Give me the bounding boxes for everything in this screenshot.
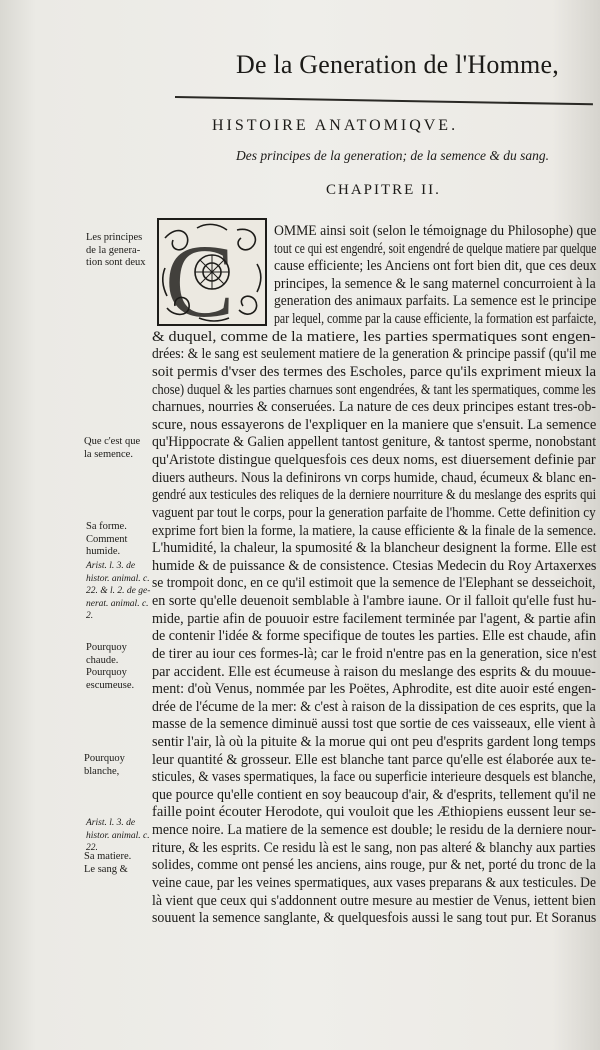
body-line: mence noire. La matiere de la semence est double; le residu de la derniere nour-: [152, 822, 597, 839]
ornamental-initial: [157, 218, 267, 326]
margin-note-line: blanche,: [84, 765, 120, 777]
margin-note: [86, 642, 156, 692]
body-line: cause efficiente; les Anciens ont fort bien dit, que ces deux: [274, 258, 597, 275]
margin-note-line: Sa forme.: [86, 521, 127, 532]
margin-note-line: Comment: [86, 533, 128, 545]
body-line: exprime fort bien la forme, la matiere, la cause efficiente & la finale de la semence.: [152, 522, 597, 539]
margin-note-line: Pourquoy: [84, 753, 125, 764]
body-line: mide, partie afin de pouuoir estre facilement terminée par l'agent, & partie afin: [152, 610, 596, 627]
body-line: par accident. Elle est écumeuse à raison du meslange des esprits & du mouue-: [152, 663, 596, 680]
body-line: charnues, nourries & conseruées. La nature de ces deux principes estant tres-ob-: [152, 399, 597, 416]
margin-note-line: 22. & l. 2. de ge-: [86, 586, 151, 596]
running-title: De la Generation de l'Homme,: [236, 50, 559, 79]
body-line: de contenir l'idée & forme specifique de toutes les parties. Elle est chaude, afin: [152, 628, 597, 645]
margin-note-line: histor. animal. c.: [86, 573, 150, 584]
body-line: principes, la semence & le sang maternel concurroient à la: [274, 275, 596, 292]
margin-note: [84, 436, 154, 461]
margin-note-line: la semence.: [84, 448, 133, 460]
margin-note-line: Arist. l. 3. de: [86, 818, 136, 828]
body-line: solides, comme ont pensé les anciens, ains rouge, pur & net, porté du tronc de la: [152, 857, 596, 874]
drop-cap-letter: C: [165, 224, 235, 326]
margin-note-line: nerat. animal. c.: [86, 598, 149, 609]
body-line: que pource qu'elle contient en soy beaucoup d'air, & d'esprits, tellement qu'il ne: [152, 786, 596, 803]
body-line: veine caue, par les veines spermatiques, aux vases preparans & aux testicules. De: [152, 874, 597, 891]
body-line: chose) duquel & les parties charnues sont engendrées, & tant les spermatiques, comme les: [152, 381, 596, 398]
margin-note-line: Les principes: [86, 232, 143, 243]
margin-note-line: escumeuse.: [86, 679, 135, 691]
body-line: L'humidité, la chaleur, la spumosité & la blancheur designent la forme. Elle est: [152, 540, 597, 557]
margin-note: [86, 521, 156, 559]
body-line: qu'Aristote distingue quelquesfois ces deux noms, est diuersement definie par: [152, 452, 596, 469]
margin-note-line: 2.: [86, 611, 94, 621]
body-line: scure, nous essayerons de l'expliquer en la maniere que s'ensuit. La semence: [152, 416, 597, 433]
body-line: qu'Hippocrate & Galien appellent tantost geniture, & tantost sperme, nonobstant: [152, 434, 597, 451]
body-line: en sorte qu'elle deuenoit semblable à l'ambre iaune. Or il falloit qu'elle fust hu-: [152, 593, 597, 610]
chapter-subtitle: Des principes de la generation; de la semence & du sang.: [236, 148, 550, 163]
body-line: là vient que ceux qui s'addonnent outre mesure au mestier de Venus, iettent bien: [152, 892, 596, 909]
chapter-heading: CHAPITRE II.: [326, 182, 441, 198]
margin-note-line: Que c'est que: [84, 436, 141, 447]
body-line: sentir l'air, là où la pituite & la morue qui ont peu d'esprits gardent long temps: [152, 733, 596, 750]
body-line: generation des animaux parfaits. La semence est le principe: [274, 293, 597, 310]
body-line: vaguent par tout le corps, pour la generation parfaite de l'homme. Cette definition cy: [152, 504, 596, 521]
margin-note-line: Arist. l. 3. de: [86, 561, 136, 571]
margin-note: [84, 851, 154, 876]
body-line: de tirer au iour ces formes-là; car le froid n'entre pas en la generation, sice n'est: [152, 645, 597, 662]
body-line: OMME ainsi soit (selon le témoignage du Philosophe) que: [274, 223, 597, 239]
body-line: faille point écouter Herodote, qui vouloit que les Æthiopiens eussent leur se-: [152, 804, 596, 821]
margin-note-line: tion sont deux: [86, 257, 146, 268]
body-line: par lequel, comme par la cause efficiente, la formation est parfaicte,: [274, 311, 597, 328]
margin-note: [86, 232, 156, 270]
body-line: leur quantité & grosseur. Elle est blanche tant parce qu'elle est élaborée aux te-: [152, 751, 596, 768]
body-line: sticules, & vases spermatiques, la face ou superficie interieure desquels est blanche,: [152, 769, 596, 786]
body-line: tout ce qui est engendré, soit engendré de quelque matiere par quelque: [274, 240, 597, 257]
margin-note: [84, 753, 154, 778]
body-line: drées: & le sang est seulement matiere de la generation & principe passif (qu'il me: [152, 346, 597, 363]
body-line: masse de la semence diminuë aussi tost que sortie de ces vaisseaux, elle vient à: [152, 716, 596, 733]
margin-note-line: humide.: [86, 546, 121, 557]
margin-note: [86, 560, 156, 623]
body-line: soit permis d'vser des termes des Escholes, parce qu'ils expriment mieux la: [152, 363, 597, 380]
margin-note-line: Pourquoy: [86, 642, 127, 653]
header-rule: [175, 96, 593, 105]
body-line: souuent la semence sanglante, & quelquesfois aussi le sang tout pur. Et Soranus: [152, 910, 597, 927]
margin-note-line: histor. animal. c.: [86, 830, 150, 841]
margin-note-line: Le sang &: [84, 863, 128, 875]
margin-note-line: chaude.: [86, 654, 119, 666]
body-line: se trompoit donc, en ce qu'il estimoit que la semence de l'Elephant se desseichoit,: [152, 575, 596, 592]
margin-note-line: de la genera-: [86, 244, 141, 256]
section-title: HISTOIRE ANATOMIQVE.: [212, 117, 459, 134]
margin-note: [86, 817, 156, 855]
margin-note-line: Sa matiere.: [84, 851, 132, 862]
body-line: riture, & les esprits. Ce residu là est le sang, non pas alteré & blanchy aux parties: [152, 839, 596, 856]
body-line: gendré aux testicules des reliques de la derniere nourriture & du meslange des esprits qui: [152, 487, 597, 504]
body-line: & duquel, comme de la matiere, les parties spermatiques sont engen-: [152, 328, 596, 345]
body-line: diuers autheurs. Nous la definirons vn corps humide, chaud, écumeux & blanc en-: [152, 469, 597, 486]
margin-note-line: Pourquoy: [86, 667, 127, 678]
body-line: ment: d'où Venus, nommée par les Poëtes, Aphrodite, est dite auoir esté engen-: [152, 681, 597, 698]
margin-note-line: 22.: [86, 843, 98, 853]
body-line: humide & de puissance & de consistence. Ctesias Medecin du Roy Artaxerxes: [152, 557, 597, 574]
body-line: drée de l'écume de la mer: & c'est à raison de la dissipation de ces esprits, que la: [152, 698, 596, 715]
